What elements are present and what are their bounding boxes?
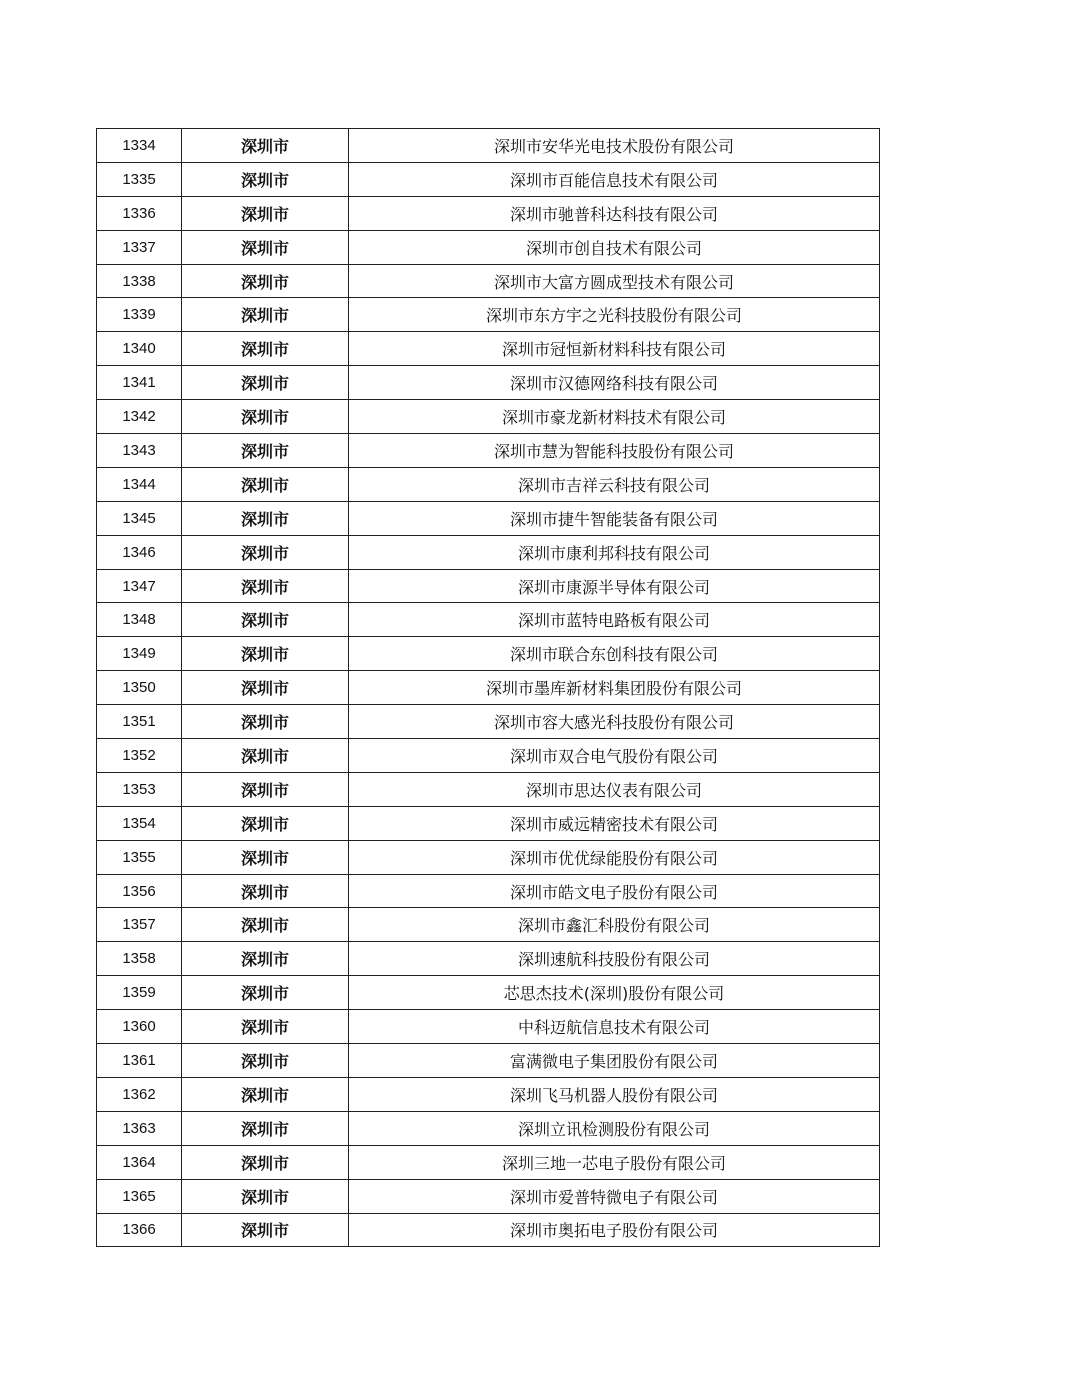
city-cell: 深圳市 [182,772,349,806]
row-number-cell: 1344 [97,467,182,501]
row-number-cell: 1338 [97,264,182,298]
row-number-cell: 1353 [97,772,182,806]
row-number-cell: 1364 [97,1145,182,1179]
company-name-cell: 深圳市吉祥云科技有限公司 [349,467,880,501]
company-name-cell: 深圳市百能信息技术有限公司 [349,162,880,196]
row-number-cell: 1350 [97,671,182,705]
table-row [97,772,880,806]
row-number-cell: 1363 [97,1111,182,1145]
row-number-cell: 1355 [97,840,182,874]
company-name-cell: 深圳市思达仪表有限公司 [349,772,880,806]
city-cell: 深圳市 [182,705,349,739]
table-row [97,739,880,773]
table-row [97,535,880,569]
company-name-cell: 深圳市蓝特电路板有限公司 [349,603,880,637]
row-number-cell: 1360 [97,1010,182,1044]
city-cell: 深圳市 [182,332,349,366]
city-cell: 深圳市 [182,671,349,705]
city-cell: 深圳市 [182,129,349,163]
company-name-cell: 深圳市大富方圆成型技术有限公司 [349,264,880,298]
company-name-cell: 深圳市康源半导体有限公司 [349,569,880,603]
company-name-cell: 芯思杰技术(深圳)股份有限公司 [349,976,880,1010]
company-name-cell: 深圳市双合电气股份有限公司 [349,739,880,773]
company-name-cell: 深圳市皓文电子股份有限公司 [349,874,880,908]
company-name-cell: 富满微电子集团股份有限公司 [349,1044,880,1078]
table-row [97,298,880,332]
city-cell: 深圳市 [182,1179,349,1213]
row-number-cell: 1357 [97,908,182,942]
table-row [97,671,880,705]
table-row [97,908,880,942]
row-number-cell: 1365 [97,1179,182,1213]
row-number-cell: 1334 [97,129,182,163]
row-number-cell: 1347 [97,569,182,603]
row-number-cell: 1351 [97,705,182,739]
table-row [97,1077,880,1111]
company-name-cell: 深圳市汉德网络科技有限公司 [349,366,880,400]
company-name-cell: 深圳市联合东创科技有限公司 [349,637,880,671]
table-row [97,129,880,163]
company-name-cell: 深圳市东方宇之光科技股份有限公司 [349,298,880,332]
row-number-cell: 1362 [97,1077,182,1111]
company-name-cell: 深圳飞马机器人股份有限公司 [349,1077,880,1111]
row-number-cell: 1340 [97,332,182,366]
row-number-cell: 1356 [97,874,182,908]
row-number-cell: 1348 [97,603,182,637]
table-row [97,1213,880,1247]
row-number-cell: 1339 [97,298,182,332]
company-list-table [96,128,880,1247]
row-number-cell: 1335 [97,162,182,196]
table-row [97,467,880,501]
city-cell: 深圳市 [182,942,349,976]
row-number-cell: 1342 [97,400,182,434]
row-number-cell: 1346 [97,535,182,569]
city-cell: 深圳市 [182,908,349,942]
city-cell: 深圳市 [182,501,349,535]
table-row [97,976,880,1010]
table-row [97,196,880,230]
company-name-cell: 深圳市豪龙新材料技术有限公司 [349,400,880,434]
company-name-cell: 深圳市康利邦科技有限公司 [349,535,880,569]
city-cell: 深圳市 [182,298,349,332]
company-name-cell: 深圳立讯检测股份有限公司 [349,1111,880,1145]
company-name-cell: 深圳三地一芯电子股份有限公司 [349,1145,880,1179]
company-name-cell: 深圳市创自技术有限公司 [349,230,880,264]
company-name-cell: 深圳速航科技股份有限公司 [349,942,880,976]
table-row [97,874,880,908]
table-row [97,162,880,196]
row-number-cell: 1336 [97,196,182,230]
city-cell: 深圳市 [182,535,349,569]
city-cell: 深圳市 [182,467,349,501]
table-row [97,1010,880,1044]
city-cell: 深圳市 [182,569,349,603]
company-name-cell: 中科迈航信息技术有限公司 [349,1010,880,1044]
row-number-cell: 1359 [97,976,182,1010]
city-cell: 深圳市 [182,739,349,773]
city-cell: 深圳市 [182,1044,349,1078]
table-row [97,569,880,603]
company-name-cell: 深圳市慧为智能科技股份有限公司 [349,434,880,468]
city-cell: 深圳市 [182,874,349,908]
row-number-cell: 1343 [97,434,182,468]
row-number-cell: 1358 [97,942,182,976]
table-row [97,1179,880,1213]
company-name-cell: 深圳市捷牛智能装备有限公司 [349,501,880,535]
company-name-cell: 深圳市安华光电技术股份有限公司 [349,129,880,163]
row-number-cell: 1349 [97,637,182,671]
company-name-cell: 深圳市威远精密技术有限公司 [349,806,880,840]
company-name-cell: 深圳市冠恒新材料科技有限公司 [349,332,880,366]
table-row [97,806,880,840]
company-name-cell: 深圳市墨库新材料集团股份有限公司 [349,671,880,705]
table-row [97,603,880,637]
city-cell: 深圳市 [182,603,349,637]
city-cell: 深圳市 [182,840,349,874]
table-row [97,942,880,976]
table-row [97,705,880,739]
table-row [97,400,880,434]
row-number-cell: 1361 [97,1044,182,1078]
city-cell: 深圳市 [182,806,349,840]
city-cell: 深圳市 [182,162,349,196]
table-row [97,637,880,671]
city-cell: 深圳市 [182,976,349,1010]
city-cell: 深圳市 [182,196,349,230]
table-row [97,332,880,366]
row-number-cell: 1366 [97,1213,182,1247]
table-row [97,501,880,535]
row-number-cell: 1341 [97,366,182,400]
row-number-cell: 1354 [97,806,182,840]
city-cell: 深圳市 [182,264,349,298]
company-name-cell: 深圳市驰普科达科技有限公司 [349,196,880,230]
row-number-cell: 1345 [97,501,182,535]
table-row [97,434,880,468]
city-cell: 深圳市 [182,434,349,468]
company-name-cell: 深圳市爱普特微电子有限公司 [349,1179,880,1213]
city-cell: 深圳市 [182,366,349,400]
company-name-cell: 深圳市奥拓电子股份有限公司 [349,1213,880,1247]
city-cell: 深圳市 [182,637,349,671]
table-body [97,129,880,1247]
city-cell: 深圳市 [182,1010,349,1044]
table-row [97,1044,880,1078]
row-number-cell: 1337 [97,230,182,264]
table-row [97,840,880,874]
row-number-cell: 1352 [97,739,182,773]
company-name-cell: 深圳市鑫汇科股份有限公司 [349,908,880,942]
table-row [97,264,880,298]
table-row [97,366,880,400]
city-cell: 深圳市 [182,1213,349,1247]
city-cell: 深圳市 [182,1145,349,1179]
company-name-cell: 深圳市优优绿能股份有限公司 [349,840,880,874]
city-cell: 深圳市 [182,1111,349,1145]
table-row [97,1111,880,1145]
table-row [97,230,880,264]
company-name-cell: 深圳市容大感光科技股份有限公司 [349,705,880,739]
city-cell: 深圳市 [182,400,349,434]
city-cell: 深圳市 [182,1077,349,1111]
table-row [97,1145,880,1179]
city-cell: 深圳市 [182,230,349,264]
